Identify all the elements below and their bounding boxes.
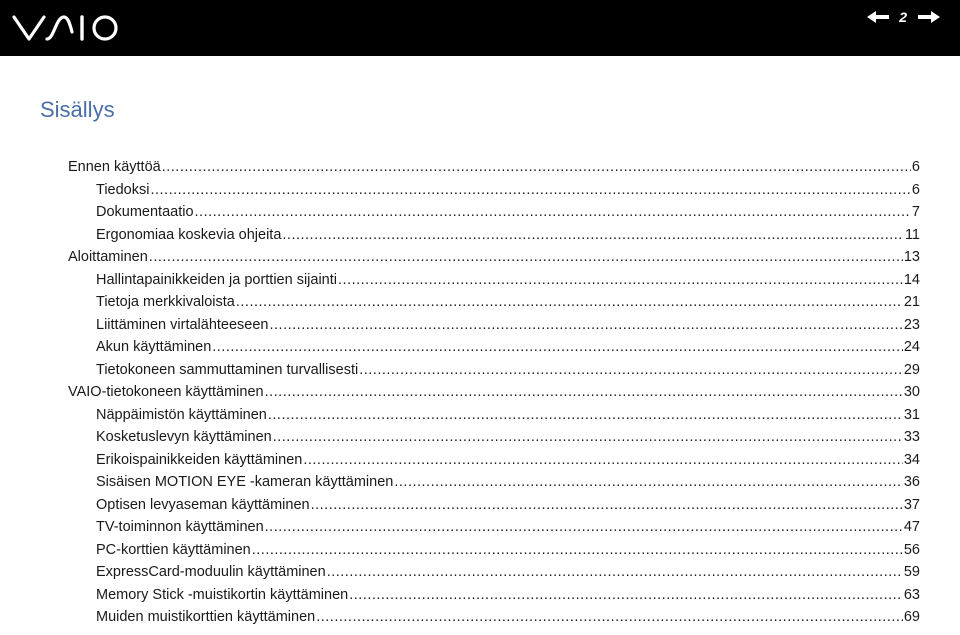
toc-entry[interactable] xyxy=(96,359,920,381)
toc-entry[interactable] xyxy=(96,471,920,493)
toc-entry[interactable] xyxy=(96,336,920,358)
toc-entry-label: Memory Stick -muistikortin käyttäminen xyxy=(96,587,349,603)
toc-dot-leader xyxy=(150,179,910,201)
toc-entry[interactable] xyxy=(96,449,920,471)
toc-entry[interactable] xyxy=(96,426,920,448)
toc-entry[interactable] xyxy=(96,539,920,561)
toc-entry-label: Optisen levyaseman käyttäminen xyxy=(96,497,310,513)
page-title: Sisällys xyxy=(40,97,115,122)
toc-entry[interactable] xyxy=(96,224,920,246)
toc-dot-leader xyxy=(265,381,903,403)
toc-entry-page: 6 xyxy=(911,159,920,175)
toc-entry-page: 13 xyxy=(903,249,920,265)
toc-entry-page: 31 xyxy=(903,407,920,423)
toc-entry-page: 34 xyxy=(903,452,920,468)
toc-dot-leader xyxy=(394,471,903,493)
toc-entry-page: 23 xyxy=(903,317,920,333)
toc-dot-leader xyxy=(311,494,903,516)
toc-entry-label: Ennen käyttöä xyxy=(68,159,161,175)
page-navigation xyxy=(867,6,940,28)
previous-page-button[interactable] xyxy=(867,11,889,23)
toc-entry-label: Kosketuslevyn käyttäminen xyxy=(96,429,272,445)
toc-entry-label: Tietokoneen sammuttaminen turvallisesti xyxy=(96,362,359,378)
toc-entry[interactable] xyxy=(96,291,920,313)
toc-entry-page: 21 xyxy=(903,294,920,310)
toc-entry-page: 14 xyxy=(903,272,920,288)
toc-dot-leader xyxy=(195,201,911,223)
arrow-left-icon xyxy=(867,11,889,23)
toc-dot-leader xyxy=(303,449,903,471)
toc-entry[interactable] xyxy=(96,606,920,628)
page-number: 2 xyxy=(899,9,908,25)
toc-entry[interactable] xyxy=(96,516,920,538)
toc-entry-label: TV-toiminnon käyttäminen xyxy=(96,519,264,535)
toc-entry-page: 63 xyxy=(903,587,920,603)
toc-entry-page: 11 xyxy=(904,227,920,243)
toc-entry-label: Aloittaminen xyxy=(68,249,148,265)
toc-entry-label: Sisäisen MOTION EYE -kameran käyttäminen xyxy=(96,474,394,490)
toc-entry-page: 29 xyxy=(903,362,920,378)
toc-entry-label: Tietoja merkkivaloista xyxy=(96,294,235,310)
toc-dot-leader xyxy=(236,291,903,313)
vaio-logo-text xyxy=(122,12,123,13)
toc-dot-leader xyxy=(359,359,903,381)
toc-entry[interactable] xyxy=(96,404,920,426)
toc-entry[interactable] xyxy=(96,269,920,291)
toc-entry-label: Erikoispainikkeiden käyttäminen xyxy=(96,452,303,468)
toc-entry[interactable] xyxy=(68,246,920,268)
toc-dot-leader xyxy=(162,156,911,178)
toc-entry-label: Näppäimistön käyttäminen xyxy=(96,407,267,423)
toc-dot-leader xyxy=(252,539,903,561)
toc-dot-leader xyxy=(149,246,903,268)
arrow-right-icon xyxy=(918,11,940,23)
toc-entry[interactable] xyxy=(96,561,920,583)
toc-dot-leader xyxy=(273,426,903,448)
toc-dot-leader xyxy=(282,224,904,246)
vaio-logo xyxy=(12,12,122,49)
toc-entry[interactable] xyxy=(96,584,920,606)
toc-dot-leader xyxy=(327,561,903,583)
toc-entry-label: Tiedoksi xyxy=(96,182,150,198)
toc-entry-page: 56 xyxy=(903,542,920,558)
toc-dot-leader xyxy=(270,314,903,336)
toc-entry[interactable] xyxy=(68,156,920,178)
toc-entry-page: 47 xyxy=(903,519,920,535)
toc-entry[interactable] xyxy=(96,494,920,516)
toc-entry-page: 36 xyxy=(903,474,920,490)
toc-entry-label: Hallintapainikkeiden ja porttien sijainti xyxy=(96,272,337,288)
toc-entry-label: PC-korttien käyttäminen xyxy=(96,542,251,558)
toc-dot-leader xyxy=(349,584,903,606)
toc-entry[interactable] xyxy=(96,314,920,336)
toc-entry-page: 7 xyxy=(911,204,920,220)
toc-entry-label: Liittäminen virtalähteeseen xyxy=(96,317,269,333)
toc-entry-page: 30 xyxy=(903,384,920,400)
next-page-button[interactable] xyxy=(918,11,940,23)
toc-entry-page: 6 xyxy=(911,182,920,198)
toc-dot-leader xyxy=(268,404,903,426)
toc-entry-page: 33 xyxy=(903,429,920,445)
toc-entry[interactable] xyxy=(96,201,920,223)
toc-entry-label: ExpressCard-moduulin käyttäminen xyxy=(96,564,326,580)
toc-entry-label: Dokumentaatio xyxy=(96,204,194,220)
toc-entry[interactable] xyxy=(68,381,920,403)
toc-entry-label: Muiden muistikorttien käyttäminen xyxy=(96,609,316,625)
toc-entry[interactable] xyxy=(96,179,920,201)
toc-entry-page: 69 xyxy=(903,609,920,625)
toc-entry-page: 24 xyxy=(903,339,920,355)
toc-dot-leader xyxy=(338,269,903,291)
toc-entry-page: 37 xyxy=(903,497,920,513)
toc-dot-leader xyxy=(212,336,903,358)
toc-dot-leader xyxy=(265,516,903,538)
vaio-logo-icon xyxy=(12,12,122,44)
toc-entry-label: Ergonomiaa koskevia ohjeita xyxy=(96,227,282,243)
toc-entry-label: VAIO-tietokoneen käyttäminen xyxy=(68,384,264,400)
toc-entry-label: Akun käyttäminen xyxy=(96,339,212,355)
toc-dot-leader xyxy=(316,606,903,628)
toc-entry-page: 59 xyxy=(903,564,920,580)
header-bar xyxy=(0,0,960,56)
